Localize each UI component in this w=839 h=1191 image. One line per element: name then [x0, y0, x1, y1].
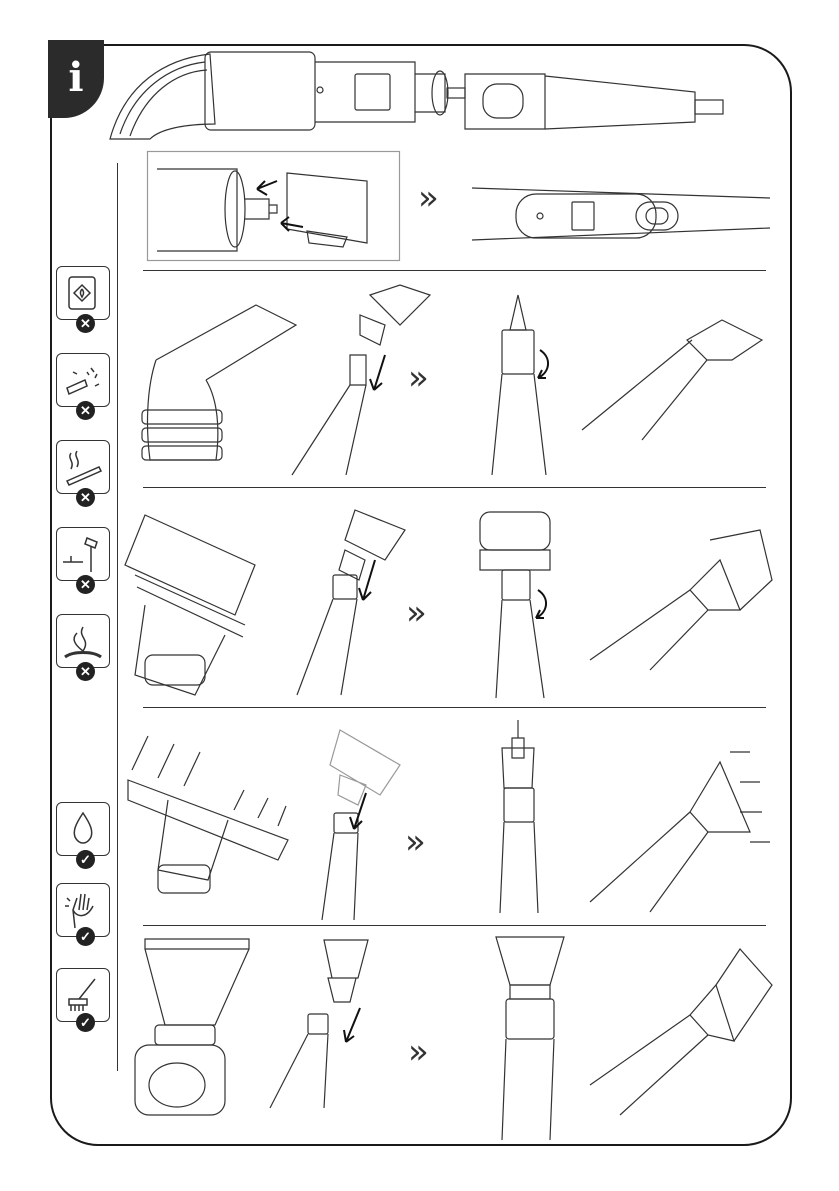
prohibited-badge: ✕: [76, 488, 95, 507]
section-divider: [143, 925, 766, 926]
next-step-arrow: »: [418, 178, 425, 218]
prohibited-badge: ✕: [76, 575, 95, 594]
wide-nozzle-ready: [590, 945, 780, 1120]
hose-connected-handle: [472, 180, 770, 250]
nail-hammer-icon: [56, 527, 110, 581]
angled-nozzle-accessory: [136, 300, 296, 470]
section-divider: [143, 270, 766, 271]
cigarette-icon: [56, 440, 110, 494]
comb-squeegee-accessory: [128, 730, 288, 905]
prohibited-badge: ✕: [76, 401, 95, 420]
allowed-badge: ✓: [76, 1013, 95, 1032]
comb-squeegee-ready: [590, 742, 780, 912]
allowed-badge: ✓: [76, 850, 95, 869]
prohibited-badge: ✕: [76, 314, 95, 333]
sidebar-divider: [117, 163, 118, 1071]
fire-icon: [56, 614, 110, 668]
wide-nozzle-locked: [494, 935, 566, 1140]
hose-connection-detail: [147, 151, 400, 261]
next-step-arrow: »: [405, 822, 412, 862]
round-brush-ready: [590, 520, 780, 670]
water-drop-icon: [56, 802, 110, 856]
comb-squeegee-locked: [488, 718, 568, 913]
section-divider: [143, 487, 766, 488]
wide-nozzle-attach: [268, 938, 378, 1108]
info-icon: i: [68, 54, 84, 101]
prohibited-badge: ✕: [76, 662, 95, 681]
wide-nozzle-accessory: [125, 935, 260, 1120]
angled-nozzle-locked: [490, 290, 560, 475]
steam-hose-illustration: [105, 44, 745, 144]
angled-nozzle-ready: [582, 300, 772, 440]
round-brush-locked: [478, 508, 568, 698]
section-divider: [143, 707, 766, 708]
allowed-badge: ✓: [76, 927, 95, 946]
comb-squeegee-attach: [300, 725, 420, 920]
next-step-arrow: »: [408, 1032, 415, 1072]
angled-nozzle-attach: [290, 285, 440, 475]
flammable-liquid-icon: [56, 266, 110, 320]
next-step-arrow: »: [406, 593, 413, 633]
round-brush-accessory: [125, 505, 265, 695]
broken-glass-icon: [56, 353, 110, 407]
next-step-arrow: »: [408, 358, 415, 398]
